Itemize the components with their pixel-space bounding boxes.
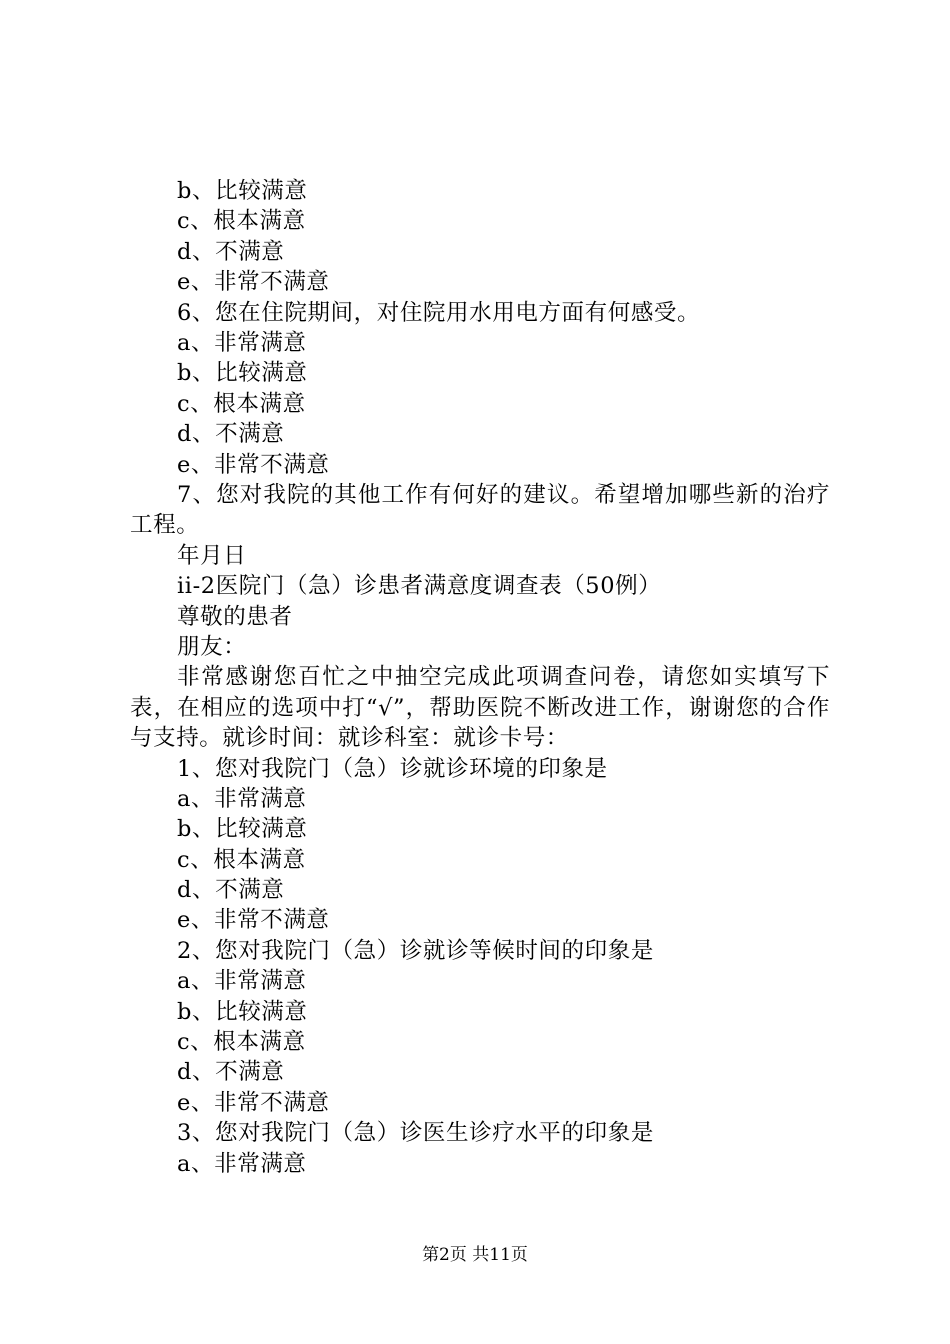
option-d: d、不满意 bbox=[177, 238, 285, 265]
option-e: e、非常不满意 bbox=[177, 451, 330, 478]
option-c: c、根本满意 bbox=[177, 208, 306, 235]
option-c: c、根本满意 bbox=[177, 846, 306, 873]
option-c: c、根本满意 bbox=[177, 1029, 306, 1056]
option-b: b、比较满意 bbox=[177, 816, 308, 843]
option-a: a、非常满意 bbox=[177, 968, 307, 995]
intro-paragraph: 非常感谢您百忙之中抽空完成此项调查问卷，请您如实填写下表，在相应的选项中打“√”，帮助医院不断改进工作，谢谢您的合作与支持。就诊时间：就诊科室：就诊卡号： bbox=[130, 664, 830, 752]
survey-title: ii-2医院门（急）诊患者满意度调查表（50例） bbox=[177, 573, 662, 600]
option-e: e、非常不满意 bbox=[177, 269, 330, 296]
option-a: a、非常满意 bbox=[177, 785, 307, 812]
option-a: a、非常满意 bbox=[177, 329, 307, 356]
option-b: b、比较满意 bbox=[177, 178, 308, 204]
date-line: 年月日 bbox=[177, 542, 247, 569]
question-2: 2、您对我院门（急）诊就诊等候时间的印象是 bbox=[177, 937, 654, 964]
question-6: 6、您在住院期间，对住院用水用电方面有何感受。 bbox=[177, 299, 701, 326]
option-b: b、比较满意 bbox=[177, 998, 308, 1025]
option-c: c、根本满意 bbox=[177, 390, 306, 417]
page-number: 第2页 共11页 bbox=[422, 1245, 528, 1265]
option-e: e、非常不满意 bbox=[177, 1089, 330, 1116]
option-d: d、不满意 bbox=[177, 421, 285, 448]
option-b: b、比较满意 bbox=[177, 360, 308, 387]
question-3: 3、您对我院门（急）诊医生诊疗水平的印象是 bbox=[177, 1120, 654, 1147]
option-a: a、非常满意 bbox=[177, 1150, 307, 1177]
question-7: 7、您对我院的其他工作有何好的建议。希望增加哪些新的治疗工程。 bbox=[130, 481, 830, 539]
salutation-cont: 朋友： bbox=[177, 633, 247, 660]
option-e: e、非常不满意 bbox=[177, 907, 330, 934]
option-d: d、不满意 bbox=[177, 877, 285, 904]
salutation: 尊敬的患者 bbox=[177, 603, 293, 630]
option-d: d、不满意 bbox=[177, 1059, 285, 1086]
question-1: 1、您对我院门（急）诊就诊环境的印象是 bbox=[177, 755, 608, 782]
document-body bbox=[130, 176, 830, 1179]
